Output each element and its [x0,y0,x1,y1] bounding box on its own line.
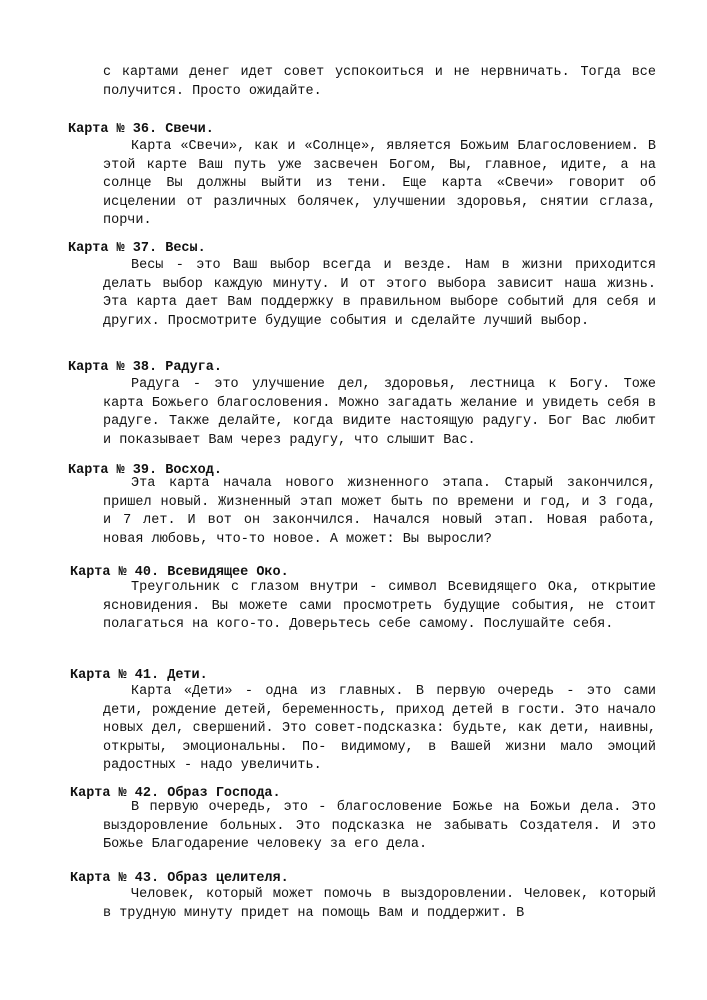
card-39-text [103,475,656,549]
card-42-text-body: В первую очередь, это - благословение Божье на Божьи дела. Это выздоровление больных. Это подсказка не забывать Создателя. И это Божье Благодарение человеку за его дела. [103,800,656,852]
card-40-text [103,579,656,635]
card-38-title: Карта № 38. Радуга. [68,360,222,375]
card-43-text-body: Человек, который может помочь в выздоровлении. Человек, который в трудную минуту придет на помощь Вам и поддержит. В [103,887,656,921]
card-40-text-body: Треугольник с глазом внутри - символ Всевидящего Ока, открытие ясновидения. Вы можете сами просмотреть будущие события, не стоит полагаться на кого-то. Доверьтесь себе самому. Послушайте себя. [103,580,656,632]
card-36-text [103,138,656,231]
card-36-title: Карта № 36. Свечи. [68,122,214,137]
card-39-title: Карта № 39. Восход. [68,463,222,478]
card-36-text-body: Карта «Свечи», как и «Солнце», является Божьим Благословением. В этой карте Ваш путь уже засвечен Богом, Вы, главное, идите, а на солнце Вы должны выйти из тени. Еще карта «Свечи» говорит об исцелении от различных болячек, улучшении здоровья, снятии сглаза, порчи. [103,139,656,228]
card-38-text [103,376,656,450]
card-37-title: Карта № 37. Весы. [68,241,206,256]
intro-paragraph: с картами денег идет совет успокоиться и не нервничать. Тогда все получится. Просто ожидайте. [103,65,656,99]
card-39-text-body: Эта карта начала нового жизненного этапа. Старый закончился, пришел новый. Жизненный этап может быть по времени и год, и 3 года, и 7 лет. И вот он закончился. Начался новый этап. Новая работа, новая любовь, что-то новое. А может: Вы выросли? [103,476,656,547]
card-43-title: Карта № 43. Образ целителя. [70,871,289,886]
card-41-text-body: Карта «Дети» - одна из главных. В первую очередь - это сами дети, рождение детей, беременность, приход детей в гости. Это начало новых дел, свершений. Это совет-подсказка: будьте, как дети, наивны, открыты, эмоциональны. По- видимому, в Вашей жизни мало эмоций радостных - надо увеличить. [103,684,656,773]
card-43-text [103,886,656,923]
card-37-text [103,257,656,331]
card-41-text [103,683,656,776]
card-42-title: Карта № 42. Образ Господа. [70,786,281,801]
card-37-text-body: Весы - это Ваш выбор всегда и везде. Нам в жизни приходится делать выбор каждую минуту. И от этого выбора зависит наша жизнь. Эта карта дает Вам поддержку в правильном выборе событий для себя и других. Просмотрите будущие события и сделайте лучший выбор. [103,258,656,329]
card-40-title: Карта № 40. Всевидящее Око. [70,565,289,580]
card-42-text [103,799,656,855]
card-38-text-body: Радуга - это улучшение дел, здоровья, лестница к Богу. Тоже карта Божьего благословения. Можно загадать желание и увидеть себя в радуге. Также делайте, когда видите настоящую радугу. Бог Вас любит и показывает Вам через радугу, что слышит Вас. [103,377,656,448]
card-41-title: Карта № 41. Дети. [70,668,208,683]
